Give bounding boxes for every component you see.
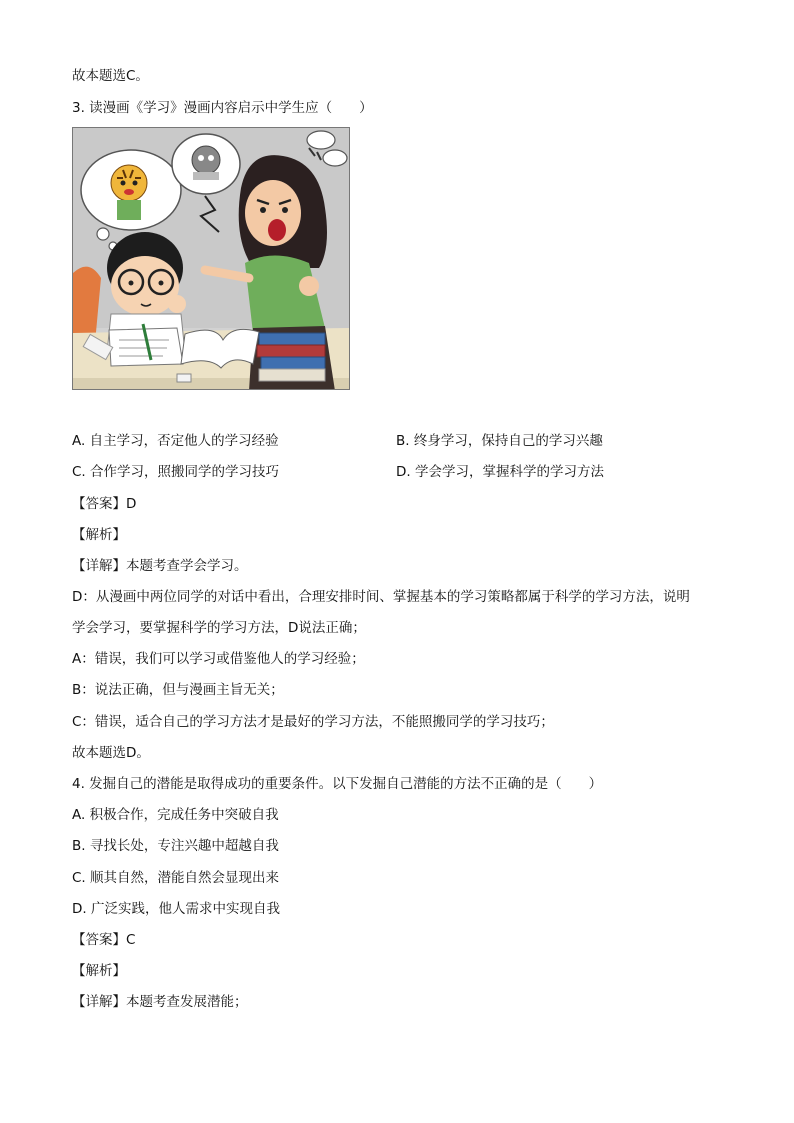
comic-image-study	[72, 127, 350, 390]
option-c: C. 合作学习，照搬同学的学习技巧	[72, 464, 280, 480]
option-d: D. 学会学习，掌握科学的学习方法	[396, 464, 604, 480]
analysis-label: 【解析】	[72, 963, 126, 979]
option-a: A. 自主学习，否定他人的学习经验	[72, 433, 279, 449]
explanation-d-line1: D：从漫画中两位同学的对话中看出，合理安排时间、掌握基本的学习策略都属于科学的学习方法，说明	[72, 589, 690, 605]
question-4-stem: 4. 发掘自己的潜能是取得成功的重要条件。以下发掘自己潜能的方法不正确的是（ ）	[72, 776, 603, 792]
conclusion-text: 故本题选D。	[72, 745, 150, 761]
option-d: D. 广泛实践，他人需求中实现自我	[72, 901, 280, 917]
option-b: B. 终身学习，保持自己的学习兴趣	[396, 433, 603, 449]
option-c: C. 顺其自然，潜能自然会显现出来	[72, 870, 280, 886]
answer-label: 【答案】D	[72, 496, 137, 512]
answer-label: 【答案】C	[72, 932, 136, 948]
text-line: 故本题选C。	[72, 68, 149, 84]
explanation-b: B：说法正确，但与漫画主旨无关；	[72, 682, 284, 698]
explanation-d-line2: 学会学习，要掌握科学的学习方法，D说法正确；	[72, 620, 366, 636]
detail-text: 【详解】本题考查发展潜能；	[72, 994, 248, 1010]
option-b: B. 寻找长处，专注兴趣中超越自我	[72, 838, 279, 854]
explanation-c: C：错误，适合自己的学习方法才是最好的学习方法，不能照搬同学的学习技巧；	[72, 714, 554, 730]
option-a: A. 积极合作，完成任务中突破自我	[72, 807, 279, 823]
explanation-a: A：错误，我们可以学习或借鉴他人的学习经验；	[72, 651, 365, 667]
question-3-stem: 3. 读漫画《学习》漫画内容启示中学生应（ ）	[72, 100, 373, 116]
detail-text: 【详解】本题考查学会学习。	[72, 558, 248, 574]
analysis-label: 【解析】	[72, 527, 126, 543]
